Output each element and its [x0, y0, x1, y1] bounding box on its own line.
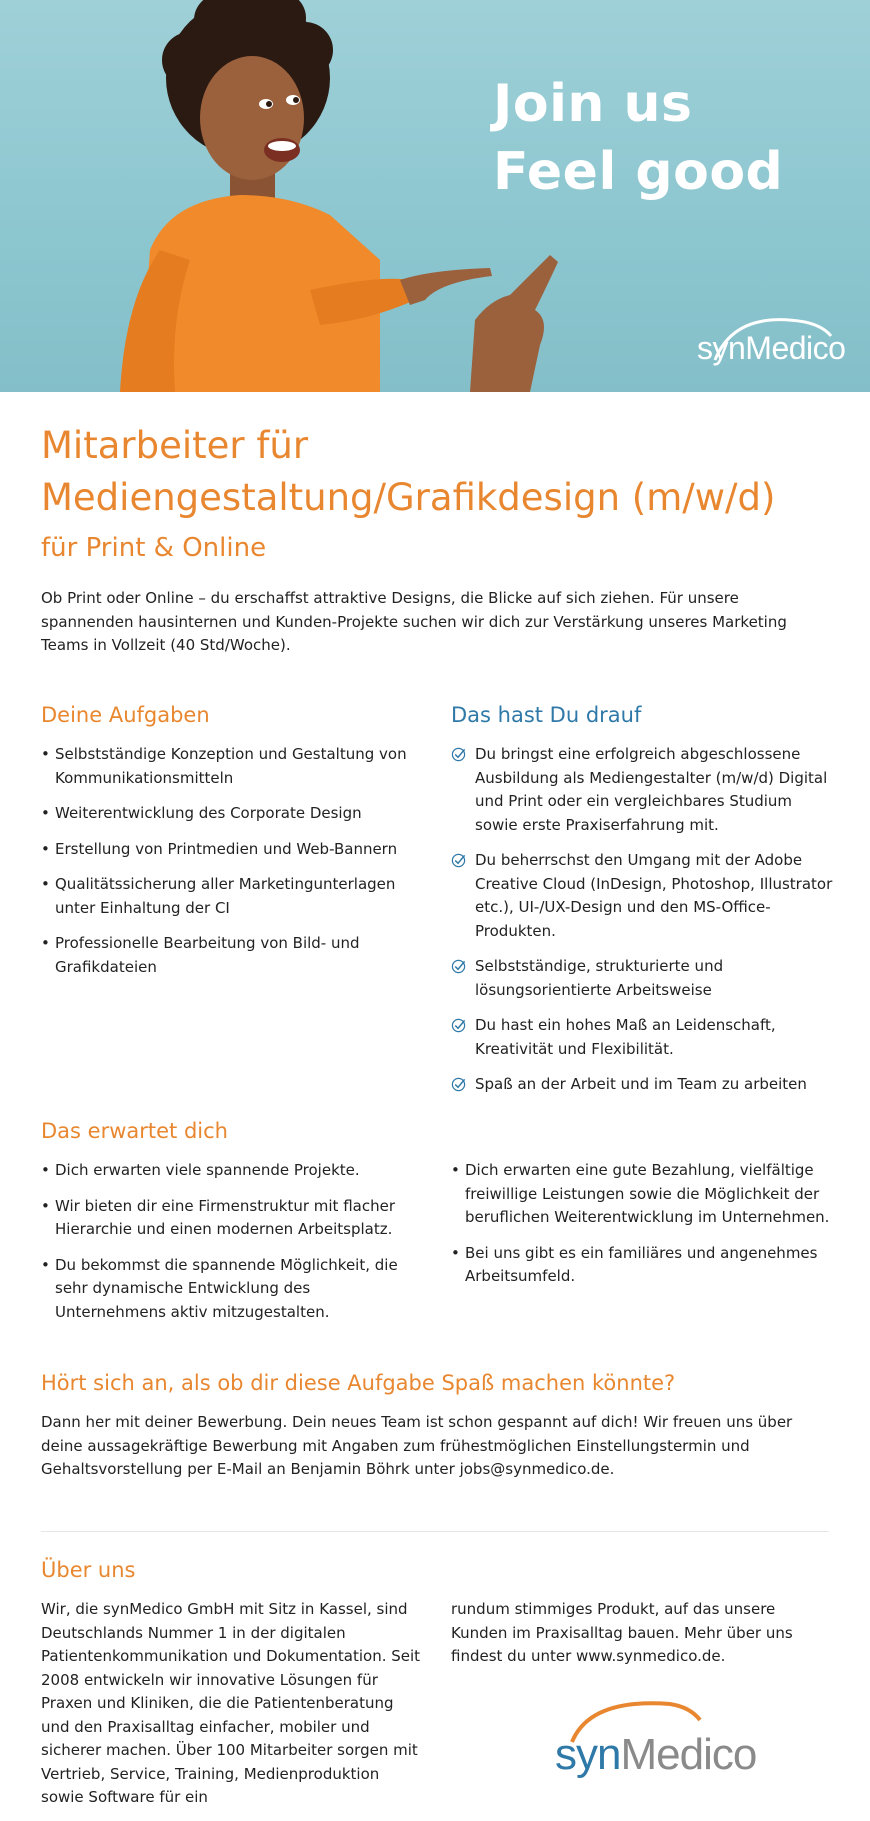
skills-heading: Das hast Du drauf — [451, 703, 642, 727]
about-text-left: Wir, die synMedico GmbH mit Sitz in Kassel, sind Deutschlands Nummer 1 in der digitalen Patientenkommunikation und Dokumentation. Seit 2008 entwickeln wir innovative Lösungen für Praxen und Kliniken, die die Patientenberatung und den Praxisalltag einfacher, mobiler und sicherer machen. Über 100 Mitarbeiter sorgen mit Vertrieb, Service, Training, Medienproduktion sowie Software für ein — [41, 1600, 421, 1806]
list-item: Du beherrschst den Umgang mit der Adobe Creative Cloud (InDesign, Photoshop, Illustrator etc.), UI-/UX-Design und den MS-Office-Produkten. — [451, 849, 836, 943]
bullet-icon: • — [41, 934, 50, 952]
job-title — [41, 420, 841, 524]
tasks-list — [41, 743, 421, 991]
list-item: • Professionelle Bearbeitung von Bild- und Grafikdateien — [41, 934, 360, 976]
check-circle-icon — [451, 747, 466, 762]
bullet-icon: • — [41, 745, 50, 763]
list-item: • Bei uns gibt es ein familiäres und angenehmes Arbeitsumfeld. — [451, 1243, 818, 1285]
list-item: • Qualitätssicherung aller Marketingunterlagen unter Einhaltung der CI — [41, 875, 396, 917]
list-item: Du bringst eine erfolgreich abgeschlossene Ausbildung als Mediengestalter (m/w/d) Digital und Print oder ein vergleichbares Studium sowie erste Praxiserfahrung mit. — [451, 743, 836, 837]
hero-headline-line2: Feel good — [493, 142, 784, 202]
bullet-icon: • — [41, 1196, 50, 1215]
offer-list-right — [451, 1159, 836, 1301]
bullet-icon: • — [41, 839, 50, 858]
list-item: • Wir bieten dir eine Firmenstruktur mit flacher Hierarchie und einen modernen Arbeitsplatz. — [41, 1196, 395, 1238]
logo-syn-text: syn — [555, 1730, 621, 1779]
list-item: • Erstellung von Printmedien und Web-Bannern — [41, 838, 421, 862]
bullet-icon: • — [451, 1243, 460, 1262]
list-item: • Du bekommst die spannende Möglichkeit, die sehr dynamische Entwicklung des Unternehmens aktiv mitzugestalten. — [41, 1255, 398, 1321]
list-item: • Weiterentwicklung des Corporate Design — [41, 802, 421, 826]
synmedico-logo — [550, 1690, 757, 1790]
hero-banner — [0, 0, 870, 392]
job-intro: Ob Print oder Online – du erschaffst attraktive Designs, die Blicke auf sich ziehen. Für unsere spannenden hausinternen und Kunden-Projekte suchen wir dich zur Verstärkung unseres Marketing Teams in Vollzeit (40 Std/Woche). — [41, 589, 787, 654]
hero-logo-text: synMedico — [697, 330, 846, 366]
list-item: Selbstständige, strukturierte und lösungsorientierte Arbeitsweise — [451, 955, 836, 1002]
hero-headline-line1: Join us — [493, 74, 693, 134]
list-item: Spaß an der Arbeit und im Team zu arbeiten — [451, 1073, 836, 1097]
offer-heading: Das erwartet dich — [41, 1119, 228, 1143]
hero-headline — [493, 70, 783, 206]
check-circle-icon — [451, 1077, 466, 1092]
section-divider — [41, 1531, 829, 1532]
check-circle-icon — [451, 1018, 466, 1033]
job-title-line1: Mitarbeiter für — [41, 424, 309, 467]
about-heading: Über uns — [41, 1558, 136, 1582]
tasks-heading: Deine Aufgaben — [41, 703, 210, 727]
check-circle-icon — [451, 853, 466, 868]
list-item: Du hast ein hohes Maß an Leidenschaft, Kreativität und Flexibilität. — [451, 1014, 836, 1061]
bullet-icon: • — [41, 875, 50, 893]
list-item: • Selbstständige Konzeption und Gestaltung von Kommunikationsmitteln — [41, 745, 407, 787]
hero-photo-woman-pointing — [80, 0, 560, 392]
bullet-icon: • — [41, 1255, 50, 1274]
offer-list-left — [41, 1159, 421, 1336]
about-text-right: rundum stimmiges Produkt, auf das unsere Kunden im Praxisalltag bauen. Mehr über uns findest du unter www.synmedico.de. — [451, 1600, 793, 1665]
bullet-icon: • — [451, 1161, 460, 1179]
check-circle-icon — [451, 959, 466, 974]
job-title-line2: Mediengestaltung/Grafikdesign (m/w/d) — [41, 476, 776, 519]
job-subtitle: für Print & Online — [41, 533, 267, 563]
list-item: • Dich erwarten viele spannende Projekte. — [41, 1159, 421, 1183]
bullet-icon: • — [41, 804, 50, 822]
skills-list — [451, 743, 836, 1109]
apply-text: Dann her mit deiner Bewerbung. Dein neues Team ist schon gespannt auf dich! Wir freuen uns über deine aussagekräftige Bewerbung mit Angaben zum frühestmöglichen Einstellungstermin und Gehaltsvorstellung per E-Mail an Benjamin Böhrk unter jobs@synmedico.de. — [41, 1413, 793, 1478]
bullet-icon: • — [41, 1161, 50, 1179]
logo-medico-text: Medico — [620, 1730, 757, 1779]
list-item: • Dich erwarten eine gute Bezahlung, vielfältige freiwillige Leistungen sowie die Möglichkeit der beruflichen Weiterentwicklung im Unternehmen. — [451, 1161, 830, 1226]
apply-heading: Hört sich an, als ob dir diese Aufgabe Spaß machen könnte? — [41, 1371, 676, 1395]
